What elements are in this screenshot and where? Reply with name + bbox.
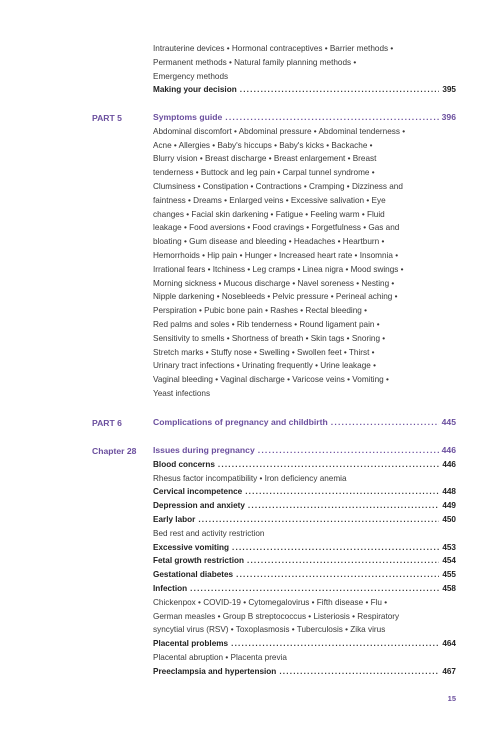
- entry-title: Gestational diabetes: [153, 570, 234, 580]
- topic-line: faintness • Dreams • Enlarged veins • Excessive salivation • Eye: [153, 195, 386, 205]
- topic-line: Nipple darkening • Nosebleeds • Pelvic pressure • Perineal aching •: [153, 292, 398, 302]
- entry-page: 450: [442, 514, 456, 524]
- entry-title: Issues during pregnancy: [153, 445, 255, 455]
- topic-line: tenderness • Buttock and leg pain • Carpal tunnel syndrome •: [153, 168, 375, 178]
- entry-title: Depression and anxiety: [153, 501, 245, 511]
- toc-entry-issues-during-pregnancy[interactable]: [153, 444, 456, 458]
- dot-leader: [225, 111, 438, 125]
- topic-line: Irrational fears • Itchiness • Leg cramps • Linea nigra • Mood swings •: [153, 264, 404, 274]
- topic-line: Intrauterine devices • Hormonal contraceptives • Barrier methods •: [153, 44, 394, 53]
- topic-line: leakage • Food aversions • Food cravings • Forgetfulness • Gas and: [153, 223, 400, 233]
- entry-title: Cervical incompetence: [153, 487, 243, 497]
- dot-leader: [231, 637, 439, 651]
- topic-line: Stretch marks • Stuffy nose • Swelling • Swollen feet • Thirst •: [153, 347, 375, 357]
- toc-entry-making-your-decision[interactable]: [153, 83, 456, 97]
- entry-page: 458: [442, 583, 456, 593]
- subtopic-line: Bed rest and activity restriction: [153, 528, 265, 538]
- part-6-label: PART 6: [92, 418, 122, 428]
- entry-page: 449: [442, 501, 456, 511]
- toc-entry[interactable]: [153, 458, 456, 472]
- dot-leader: [240, 83, 440, 97]
- toc-entry[interactable]: [153, 582, 456, 596]
- toc-entry-complications[interactable]: [153, 416, 456, 430]
- subtopic-line: Placental abruption • Placenta previa: [153, 652, 287, 662]
- toc-entry[interactable]: [153, 485, 456, 499]
- entry-page: 454: [442, 556, 456, 566]
- part-5-section: [153, 111, 456, 401]
- dot-leader: [190, 582, 439, 596]
- entry-page: 464: [442, 639, 456, 649]
- topic-line: Emergency methods: [153, 71, 229, 81]
- entry-title: Infection: [153, 583, 188, 593]
- topic-line: bloating • Gum disease and bleeding • Headaches • Heartburn •: [153, 237, 385, 247]
- toc-entry[interactable]: [153, 499, 456, 513]
- entry-title: Blood concerns: [153, 459, 215, 469]
- entry-title: Placental problems: [153, 639, 229, 649]
- dot-leader: [258, 444, 439, 458]
- entry-title: Excessive vomiting: [153, 542, 229, 552]
- toc-entry[interactable]: [153, 554, 456, 568]
- topic-line: Hemorrhoids • Hip pain • Hunger • Increased heart rate • Insomnia •: [153, 250, 399, 260]
- dot-leader: [198, 513, 439, 527]
- entry-page: 455: [442, 570, 456, 580]
- dot-leader: [232, 541, 439, 555]
- part-5-label: PART 5: [92, 113, 122, 123]
- entry-page: 396: [441, 112, 456, 122]
- toc-entry[interactable]: [153, 513, 456, 527]
- topic-line: Perspiration • Pubic bone pain • Rashes • Rectal bleeding •: [153, 306, 368, 316]
- topic-line: changes • Facial skin darkening • Fatigue • Feeling warm • Fluid: [153, 209, 385, 219]
- entry-page: 445: [441, 417, 456, 427]
- chapter-28-section: [153, 444, 456, 679]
- entry-title: Preeclampsia and hypertension: [153, 666, 277, 676]
- topic-line: Blurry vision • Breast discharge • Breast enlargement • Breast: [153, 154, 377, 164]
- topic-line: Morning sickness • Mucous discharge • Navel soreness • Nesting •: [153, 278, 395, 288]
- topic-line: Permanent methods • Natural family planning methods •: [153, 57, 357, 67]
- dot-leader: [279, 665, 439, 679]
- entry-page: 395: [442, 85, 456, 95]
- topic-line: Yeast infections: [153, 388, 211, 398]
- dot-leader: [331, 416, 439, 430]
- topic-line: Sensitivity to smells • Shortness of breath • Skin tags • Snoring •: [153, 333, 386, 343]
- part-6-section: [153, 416, 456, 430]
- entry-page: 448: [442, 487, 456, 497]
- topic-line: Vaginal bleeding • Vaginal discharge • Varicose veins • Vomiting •: [153, 375, 389, 385]
- toc-entry[interactable]: [153, 665, 456, 679]
- subtopic-line: syncytial virus (RSV) • Toxoplasmosis • Tuberculosis • Zika virus: [153, 625, 386, 635]
- entry-page: 446: [441, 445, 456, 455]
- dot-leader: [245, 485, 439, 499]
- chapter-28-entries: [153, 458, 456, 679]
- subtopic-line: German measles • Group B streptococcus • Listeriosis • Respiratory: [153, 611, 400, 621]
- entry-title: Early labor: [153, 514, 196, 524]
- dot-leader: [248, 499, 439, 513]
- toc-entry[interactable]: [153, 568, 456, 582]
- entry-page: 453: [442, 542, 456, 552]
- symptoms-list: [153, 125, 456, 401]
- contraception-section: [153, 42, 456, 97]
- entry-title: Fetal growth restriction: [153, 556, 244, 566]
- topic-line: Acne • Allergies • Baby's hiccups • Baby's kicks • Backache •: [153, 140, 373, 150]
- page-number: 15: [447, 694, 456, 703]
- entry-page: 446: [442, 459, 456, 469]
- contraception-topics: [153, 42, 456, 83]
- entry-title: Complications of pregnancy and childbirth: [153, 417, 328, 427]
- subtopic-line: Chickenpox • COVID-19 • Cytomegalovirus • Fifth disease • Flu •: [153, 597, 388, 607]
- topic-line: Abdominal discomfort • Abdominal pressure • Abdominal tenderness •: [153, 126, 406, 136]
- chapter-28-label: Chapter 28: [92, 446, 137, 456]
- toc-entry-symptoms-guide[interactable]: [153, 111, 456, 125]
- toc-entry[interactable]: [153, 541, 456, 555]
- entry-page: 467: [442, 666, 456, 676]
- topic-line: Red palms and soles • Rib tenderness • Round ligament pain •: [153, 319, 380, 329]
- dot-leader: [247, 554, 439, 568]
- topic-line: Clumsiness • Constipation • Contractions • Cramping • Dizziness and: [153, 181, 403, 191]
- dot-leader: [236, 568, 439, 582]
- toc-entry[interactable]: [153, 637, 456, 651]
- entry-title: Making your decision: [153, 85, 237, 95]
- topic-line: Urinary tract infections • Urinating frequently • Urine leakage •: [153, 361, 376, 371]
- entry-title: Symptoms guide: [153, 112, 223, 122]
- dot-leader: [218, 458, 439, 472]
- subtopic-line: Rhesus factor incompatibility • Iron deficiency anemia: [153, 473, 347, 483]
